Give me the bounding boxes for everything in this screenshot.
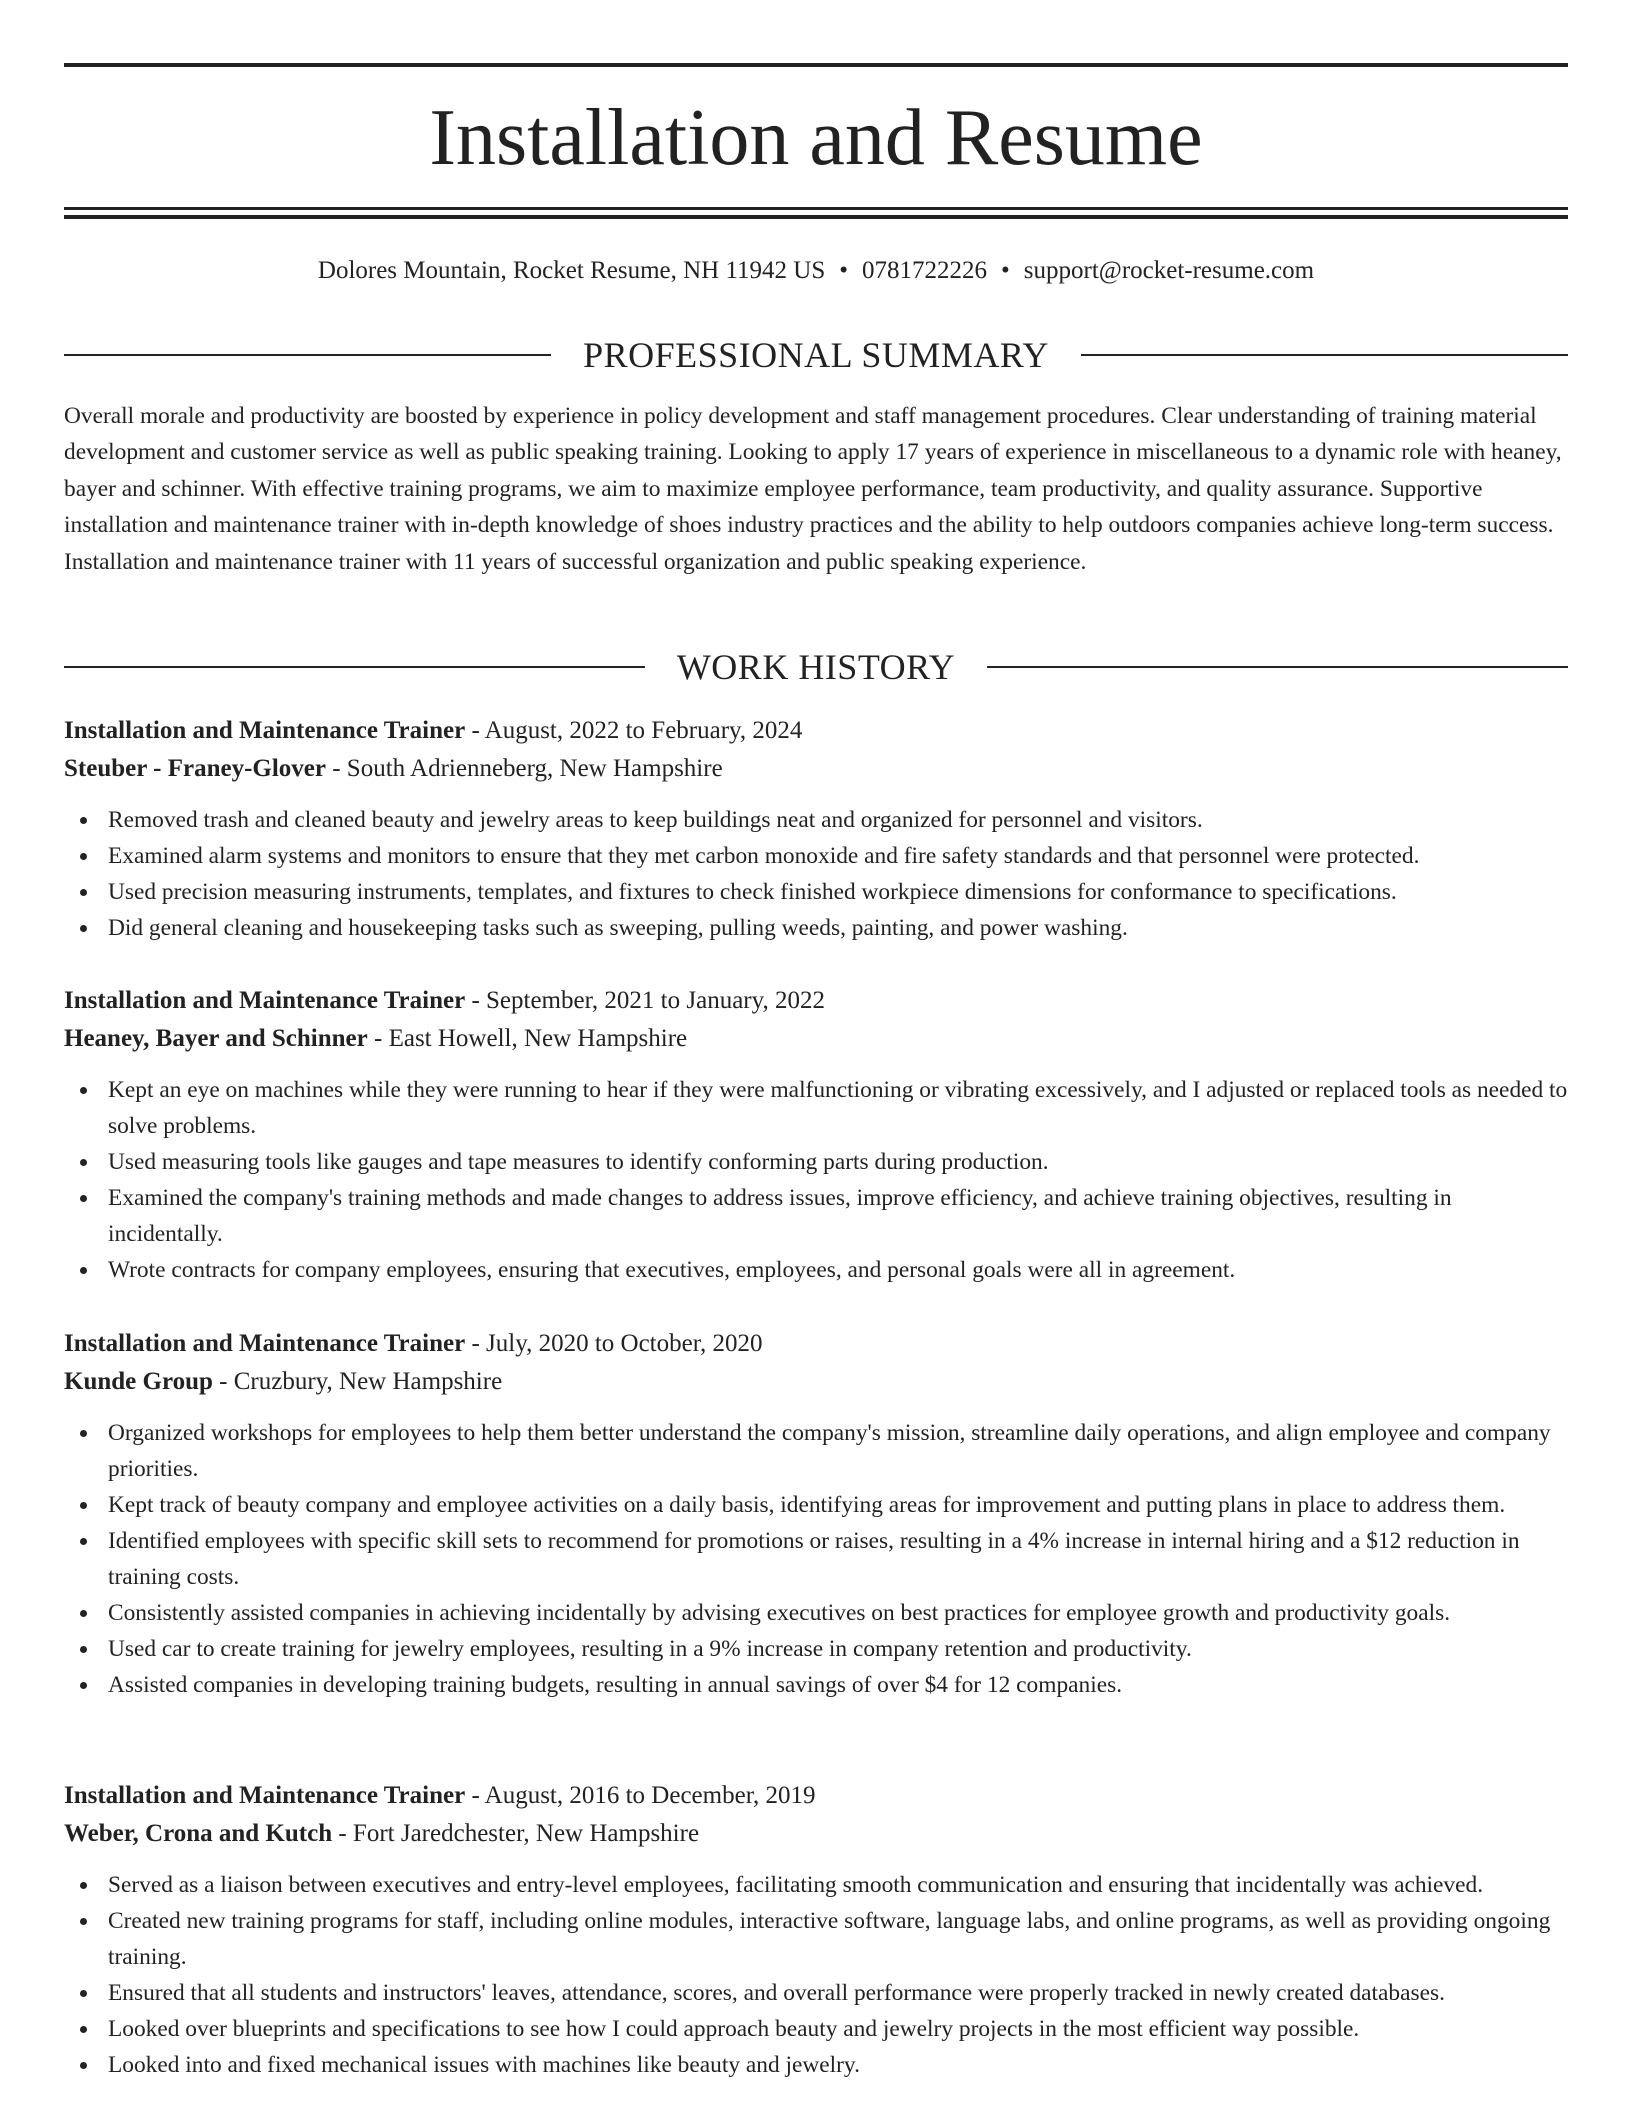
job-bullets xyxy=(64,1072,1568,1288)
section-rule-right xyxy=(1081,354,1568,356)
job-bullet: Used precision measuring instruments, templates, and fixtures to check finished workpiece dimensions for conformance to specifications. xyxy=(108,874,1568,910)
job-bullets xyxy=(64,1415,1568,1703)
job-title-line xyxy=(64,1325,1568,1363)
job-bullet: Examined alarm systems and monitors to ensure that they met carbon monoxide and fire safety standards and that personnel were protected. xyxy=(108,838,1568,874)
job-dates: - September, 2021 to January, 2022 xyxy=(465,987,825,1014)
job-bullet: Looked into and fixed mechanical issues with machines like beauty and jewelry. xyxy=(108,2047,1568,2083)
job-bullet: Served as a liaison between executives and entry-level employees, facilitating smooth communication and ensuring that incidentally was achieved. xyxy=(108,1867,1568,1903)
section-rule-left xyxy=(64,354,551,356)
job-company-line xyxy=(64,1020,1568,1058)
summary-section-header xyxy=(64,333,1568,377)
job-company: Steuber - Franey-Glover xyxy=(64,755,326,782)
contact-email: support@rocket-resume.com xyxy=(1023,257,1315,284)
job-entry xyxy=(64,1777,1568,2083)
job-bullet: Consistently assisted companies in achieving incidentally by advising executives on best practices for employee growth and productivity goals. xyxy=(108,1595,1568,1631)
job-dates: - August, 2022 to February, 2024 xyxy=(465,717,803,744)
job-dates: - August, 2016 to December, 2019 xyxy=(465,1782,816,1809)
job-bullet: Identified employees with specific skill sets to recommend for promotions or raises, resulting in a 4% increase in internal hiring and a $12 reduction in training costs. xyxy=(108,1523,1568,1595)
job-company-line xyxy=(64,750,1568,788)
job-bullets xyxy=(64,1867,1568,2083)
job-location: - East Howell, New Hampshire xyxy=(367,1025,688,1052)
summary-heading: PROFESSIONAL SUMMARY xyxy=(583,335,1049,375)
job-entry xyxy=(64,1325,1568,1703)
job-company: Kunde Group xyxy=(64,1368,213,1395)
job-bullet: Kept an eye on machines while they were running to hear if they were malfunctioning or vibrating excessively, and I adjusted or replaced tools as needed to solve problems. xyxy=(108,1072,1568,1144)
job-bullet: Used measuring tools like gauges and tape measures to identify conforming parts during production. xyxy=(108,1144,1568,1180)
job-bullet: Ensured that all students and instructors' leaves, attendance, scores, and overall performance were properly tracked in newly created databases. xyxy=(108,1975,1568,2011)
contact-separator: • xyxy=(1001,257,1010,284)
job-bullet: Examined the company's training methods and made changes to address issues, improve efficiency, and achieve training objectives, resulting in incidentally. xyxy=(108,1180,1568,1252)
job-title-line xyxy=(64,712,1568,750)
job-location: - Fort Jaredchester, New Hampshire xyxy=(332,1820,700,1847)
resume-title: Installation and Resume xyxy=(429,94,1203,182)
job-title-line xyxy=(64,982,1568,1020)
job-bullet: Created new training programs for staff, including online modules, interactive software, language labs, and online programs, as well as providing ongoing training. xyxy=(108,1903,1568,1975)
job-bullet: Assisted companies in developing training budgets, resulting in annual savings of over $4 for 12 companies. xyxy=(108,1667,1568,1703)
job-bullet: Removed trash and cleaned beauty and jewelry areas to keep buildings neat and organized for personnel and visitors. xyxy=(108,802,1568,838)
job-location: - South Adrienneberg, New Hampshire xyxy=(325,755,723,782)
contact-address: Dolores Mountain, Rocket Resume, NH 11942 US xyxy=(317,257,826,284)
job-title: Installation and Maintenance Trainer xyxy=(64,1330,466,1357)
job-title-line xyxy=(64,1777,1568,1815)
job-bullet: Organized workshops for employees to help them better understand the company's mission, streamline daily operations, and align employee and company priorities. xyxy=(108,1415,1568,1487)
work-section-header xyxy=(64,645,1568,689)
title-rule-thick xyxy=(64,215,1568,219)
job-title: Installation and Maintenance Trainer xyxy=(64,1782,466,1809)
job-bullet: Used car to create training for jewelry employees, resulting in a 9% increase in company retention and productivity. xyxy=(108,1631,1568,1667)
section-rule-right xyxy=(987,666,1568,668)
job-title: Installation and Maintenance Trainer xyxy=(64,987,466,1014)
summary-text: Overall morale and productivity are boosted by experience in policy development and staff management procedures. Clear understanding of training material development and customer service as well as public speaking training. Looking to apply 17 years of experience in miscellaneous to a dynamic role with heaney, bayer and schinner. With effective training programs, we aim to maximize employee performance, team productivity, and quality assurance. Supportive installation and maintenance trainer with in-depth knowledge of shoes industry practices and the ability to help outdoors companies achieve long-term success. Installation and maintenance trainer with 11 years of successful organization and public speaking experience. xyxy=(64,403,1562,575)
job-entry xyxy=(64,982,1568,1288)
contact-phone: 0781722226 xyxy=(862,257,988,284)
top-rule xyxy=(64,63,1568,67)
contact-line xyxy=(64,255,1568,287)
job-bullets xyxy=(64,802,1568,946)
section-rule-left xyxy=(64,666,645,668)
job-location: - Cruzbury, New Hampshire xyxy=(212,1368,503,1395)
job-bullet: Did general cleaning and housekeeping tasks such as sweeping, pulling weeds, painting, and power washing. xyxy=(108,910,1568,946)
job-bullet: Kept track of beauty company and employee activities on a daily basis, identifying areas for improvement and putting plans in place to address them. xyxy=(108,1487,1568,1523)
job-bullet: Looked over blueprints and specifications to see how I could approach beauty and jewelry projects in the most efficient way possible. xyxy=(108,2011,1568,2047)
job-title: Installation and Maintenance Trainer xyxy=(64,717,466,744)
job-company-line xyxy=(64,1815,1568,1853)
job-company-line xyxy=(64,1363,1568,1401)
job-company: Weber, Crona and Kutch xyxy=(64,1820,333,1847)
job-entry xyxy=(64,712,1568,946)
job-bullet: Wrote contracts for company employees, ensuring that executives, employees, and personal goals were all in agreement. xyxy=(108,1252,1568,1288)
contact-separator: • xyxy=(839,257,849,284)
work-heading: WORK HISTORY xyxy=(676,647,956,687)
job-dates: - July, 2020 to October, 2020 xyxy=(465,1330,763,1357)
title-rule-thin xyxy=(64,207,1568,210)
job-company: Heaney, Bayer and Schinner xyxy=(64,1025,368,1052)
